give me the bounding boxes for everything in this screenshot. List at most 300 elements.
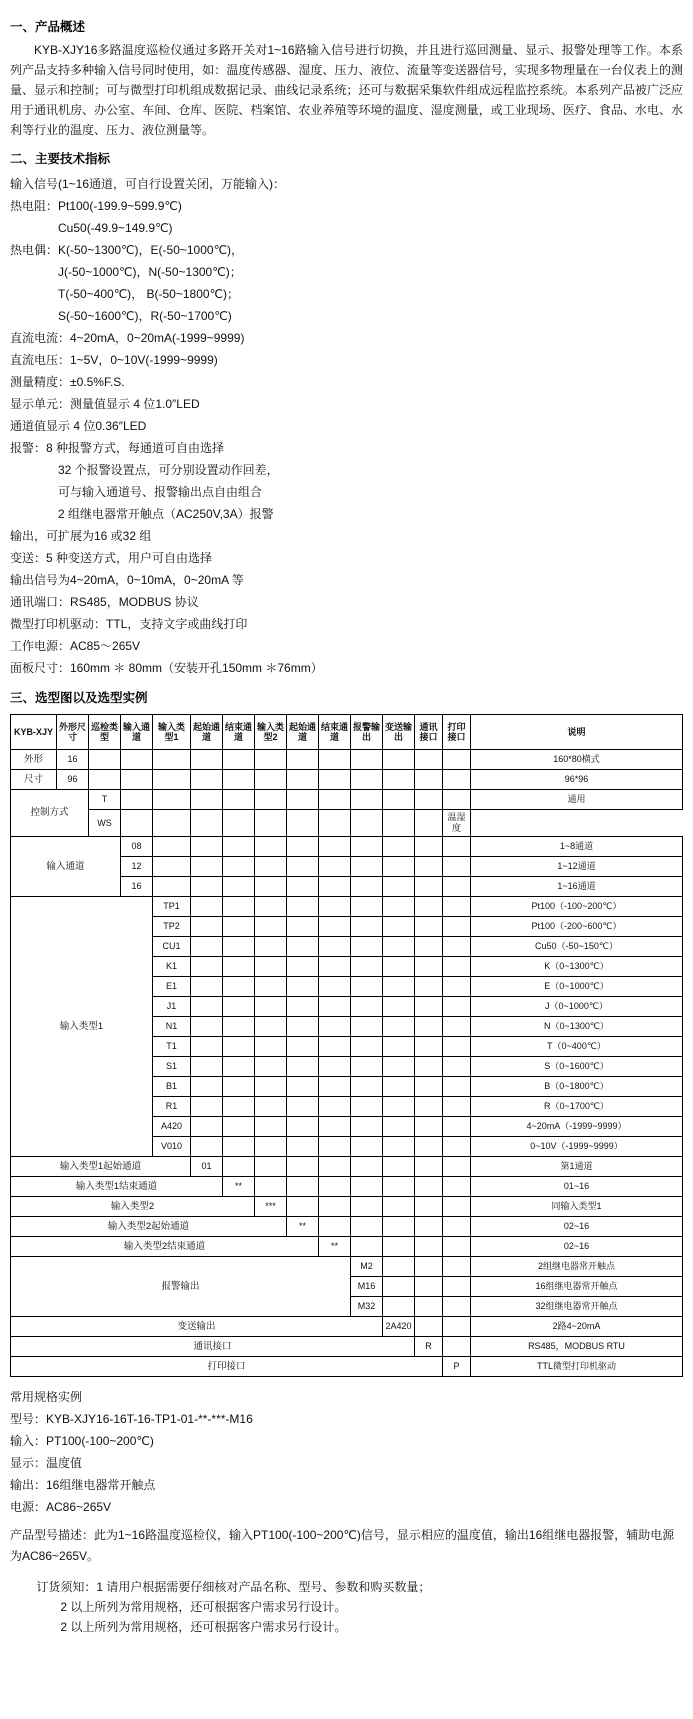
cell-blank [383,956,415,976]
cell-blank [443,956,471,976]
cell-blank [191,976,223,996]
cell-blank [383,1176,415,1196]
section-title-specs: 二、主要技术指标 [10,152,111,167]
cell-blank [319,976,351,996]
cell-blank [383,976,415,996]
table-row [11,1216,683,1236]
row-label: 控制方式 [11,790,89,837]
cell-blank [319,1096,351,1116]
cell-blank [443,1016,471,1036]
cell-blank [287,916,319,936]
th-start-channel-1: 起始通道 [191,715,223,750]
cell-blank [191,770,223,790]
row-label: 输入类型1起始通道 [11,1156,191,1176]
cell-blank [319,936,351,956]
cell-blank [153,810,191,837]
cell-blank [255,750,287,770]
row-code: 16 [57,750,89,770]
th-print-port: 打印接口 [443,715,471,750]
cell-blank [287,790,319,810]
cell-blank [287,1056,319,1076]
cell-blank [415,1156,443,1176]
cell-blank [383,936,415,956]
cell-blank [443,1116,471,1136]
th-input-type1: 输入类型1 [153,715,191,750]
cell-blank [383,876,415,896]
cell-blank [351,1236,383,1256]
row-label: 报警输出 [11,1256,351,1316]
cell-blank [443,1196,471,1216]
cell-blank [415,1236,443,1256]
cell-blank [383,996,415,1016]
example-input: 输入：PT100(-100~200℃) [10,1433,154,1448]
table-row [11,790,683,810]
table-row [11,1336,683,1356]
cell-blank [287,1156,319,1176]
cell-blank [415,1276,443,1296]
th-alarm-output: 报警输出 [351,715,383,750]
row-code: T1 [153,1036,191,1056]
row-label: 输入通道 [11,836,121,896]
cell-blank [255,836,287,856]
row-desc: T（0~400℃） [471,1036,683,1056]
spec-line: S(-50~1600℃)，R(-50~1700℃) [58,308,232,323]
cell-blank [443,1056,471,1076]
cell-blank [223,1096,255,1116]
th-comm-port: 通讯接口 [415,715,443,750]
cell-blank [191,1116,223,1136]
cell-blank [351,996,383,1016]
row-label: 输入类型1 [11,896,153,1156]
row-desc: 160*80横式 [471,750,683,770]
example-output: 输出：16组继电器常开触点 [10,1477,156,1492]
spec-list [10,174,683,679]
cell-blank [351,1116,383,1136]
row-desc: 96*96 [471,770,683,790]
row-code: TP2 [153,916,191,936]
cell-blank [223,856,255,876]
cell-blank [319,956,351,976]
cell-blank [319,876,351,896]
table-row [11,750,683,770]
cell-blank [287,896,319,916]
cell-blank [287,1116,319,1136]
cell-blank [415,856,443,876]
spec-line: 32 个报警设置点，可分别设置动作回差， [58,462,279,477]
table-row [11,1316,683,1336]
cell-blank [383,1016,415,1036]
cell-blank [443,836,471,856]
table-row [11,1196,683,1216]
row-label: 变送输出 [11,1316,383,1336]
example-display: 显示：温度值 [10,1455,83,1470]
row-desc: 1~8通道 [471,836,683,856]
cell-blank [255,1176,287,1196]
row-desc: J（0~1000℃） [471,996,683,1016]
spec-line: J(-50~1000℃)，N(-50~1300℃)； [58,264,242,279]
row-code: M32 [351,1296,383,1316]
cell-blank [287,936,319,956]
cell-blank [351,1196,383,1216]
cell-blank [319,770,351,790]
cell-blank [223,1156,255,1176]
row-desc: 01~16 [471,1176,683,1196]
cell-blank [443,856,471,876]
cell-blank [351,810,383,837]
row-code: A420 [153,1116,191,1136]
cell-blank [255,1096,287,1116]
row-code: CU1 [153,936,191,956]
spec-line: Cu50(-49.9~149.9℃) [58,220,173,235]
cell-blank [319,750,351,770]
example-power: 电源：AC86~265V [10,1499,112,1514]
row-code: ** [319,1236,351,1256]
cell-blank [223,876,255,896]
cell-blank [287,810,319,837]
cell-blank [415,1256,443,1276]
row-desc: N（0~1300℃） [471,1016,683,1036]
row-code: N1 [153,1016,191,1036]
cell-blank [383,856,415,876]
cell-blank [319,1136,351,1156]
cell-blank [191,1136,223,1156]
row-desc: R（0~1700℃） [471,1096,683,1116]
spec-line: 测量精度：±0.5%F.S. [10,374,125,389]
cell-blank [443,1216,471,1236]
cell-blank [415,1076,443,1096]
row-desc: K（0~1300℃） [471,956,683,976]
spec-line: 热电偶：K(-50~1300℃)，E(-50~1000℃)， [10,242,244,257]
spec-line: 显示单元：测量值显示 4 位1.0″LED [10,396,200,411]
cell-blank [383,790,415,810]
cell-blank [383,1256,415,1276]
cell-blank [351,1176,383,1196]
cell-blank [415,896,443,916]
th-start-channel-2: 起始通道 [287,715,319,750]
row-desc: B（0~1800℃） [471,1076,683,1096]
cell-blank [319,916,351,936]
row-code: ** [287,1216,319,1236]
cell-blank [191,1056,223,1076]
cell-blank [287,996,319,1016]
cell-blank [191,996,223,1016]
cell-blank [383,1236,415,1256]
row-code: M2 [351,1256,383,1276]
cell-blank [153,790,191,810]
table-row [11,1356,683,1376]
cell-blank [443,916,471,936]
cell-blank [319,856,351,876]
th-model: KYB-XJY [11,715,57,750]
notice-item-3: 2 以上所列为常用规格，还可根据客户需求另行设计。 [60,1620,347,1635]
cell-blank [415,936,443,956]
row-label: 输入类型2结束通道 [11,1236,319,1256]
cell-blank [255,896,287,916]
spec-line: 2 组继电器常开触点（AC250V,3A）报警 [58,506,274,521]
row-desc: 0~10V（-1999~9999） [471,1136,683,1156]
notice-title: 订货须知： [36,1579,97,1594]
cell-blank [223,916,255,936]
cell-blank [191,1036,223,1056]
cell-blank [121,750,153,770]
cell-blank [319,996,351,1016]
cell-blank [223,1076,255,1096]
cell-blank [153,836,191,856]
row-code: 96 [57,770,89,790]
cell-blank [383,1116,415,1136]
section-title-selection: 三、选型图以及选型实例 [10,690,148,705]
row-desc: 1~16通道 [471,876,683,896]
table-body [11,750,683,1377]
row-code: TP1 [153,896,191,916]
cell-blank [89,770,121,790]
cell-blank [319,1056,351,1076]
cell-blank [287,1196,319,1216]
cell-blank [415,750,443,770]
spec-line: 通讯端口：RS485，MODBUS 协议 [10,594,199,609]
cell-blank [287,1096,319,1116]
cell-blank [223,996,255,1016]
cell-blank [287,1016,319,1036]
row-desc: Cu50（-50~150℃） [471,936,683,956]
cell-blank [255,856,287,876]
th-description: 说明 [471,715,683,750]
cell-blank [443,1096,471,1116]
cell-blank [287,1176,319,1196]
cell-blank [255,936,287,956]
cell-blank [287,1036,319,1056]
cell-blank [255,1136,287,1156]
cell-blank [443,1296,471,1316]
cell-blank [191,1076,223,1096]
row-code: *** [255,1196,287,1216]
cell-blank [287,836,319,856]
row-code: V010 [153,1136,191,1156]
cell-blank [415,1136,443,1156]
cell-blank [383,1216,415,1236]
cell-blank [223,770,255,790]
th-end-channel-1: 结束通道 [223,715,255,750]
cell-blank [443,896,471,916]
cell-blank [415,1036,443,1056]
cell-blank [319,1016,351,1036]
cell-blank [351,916,383,936]
cell-blank [351,876,383,896]
cell-blank [351,790,383,810]
cell-blank [383,896,415,916]
row-desc: S（0~1600℃） [471,1056,683,1076]
cell-blank [415,1316,443,1336]
cell-blank [287,770,319,790]
row-desc: Pt100（-100~200℃） [471,896,683,916]
row-code: 01 [191,1156,223,1176]
cell-blank [153,750,191,770]
cell-blank [383,1276,415,1296]
table-row [11,770,683,790]
cell-blank [443,1036,471,1056]
cell-blank [223,810,255,837]
notice-item [10,1577,683,1597]
example-block [10,1387,683,1567]
notice-item-1: 1 请用户根据需要仔细核对产品名称、型号、参数和购买数量； [96,1579,431,1594]
row-desc: 02~16 [471,1236,683,1256]
cell-blank [415,1096,443,1116]
cell-blank [443,996,471,1016]
cell-blank [415,1116,443,1136]
cell-blank [319,1036,351,1056]
row-desc: Pt100（-200~600℃） [471,916,683,936]
cell-blank [383,836,415,856]
cell-blank [255,1016,287,1036]
cell-blank [351,750,383,770]
cell-blank [415,1016,443,1036]
section-title-overview: 一、产品概述 [10,20,86,34]
cell-blank [223,790,255,810]
row-code: 16 [121,876,153,896]
cell-blank [255,1056,287,1076]
cell-blank [383,1036,415,1056]
cell-blank [383,916,415,936]
cell-blank [415,770,443,790]
cell-blank [319,1116,351,1136]
cell-blank [351,836,383,856]
cell-blank [415,1196,443,1216]
table-row [11,1156,683,1176]
cell-blank [191,956,223,976]
example-model: 型号：KYB-XJY16-16T-16-TP1-01-**-***-M16 [10,1411,253,1426]
cell-blank [443,1336,471,1356]
cell-blank [223,750,255,770]
row-desc: 2组继电器常开触点 [471,1256,683,1276]
cell-blank [351,1076,383,1096]
cell-blank [121,790,153,810]
row-label: 输入类型1结束通道 [11,1176,223,1196]
spec-line: T(-50~400℃)， B(-50~1800℃)； [58,286,240,301]
cell-blank [383,1076,415,1096]
row-desc: 1~12通道 [471,856,683,876]
cell-blank [351,1036,383,1056]
spec-line: 热电阻：Pt100(-199.9~599.9℃) [10,198,182,213]
spec-line: 输入信号(1~16通道，可自行设置关闭，万能输入)： [10,176,286,191]
cell-blank [255,916,287,936]
cell-blank [255,1156,287,1176]
cell-blank [319,1156,351,1176]
cell-blank [319,1216,351,1236]
cell-blank [255,810,287,837]
row-desc: 同输入类型1 [471,1196,683,1216]
cell-blank [351,976,383,996]
cell-blank [191,896,223,916]
row-code: E1 [153,976,191,996]
cell-blank [415,790,443,810]
cell-blank [255,876,287,896]
row-code: 08 [121,836,153,856]
table-row [11,836,683,856]
cell-blank [415,836,443,856]
cell-blank [383,810,415,837]
row-label: 打印接口 [11,1356,443,1376]
cell-blank [223,1056,255,1076]
row-desc: 通用 [471,790,683,810]
notice-item-2: 2 以上所列为常用规格，还可根据客户需求另行设计。 [60,1600,347,1615]
spec-line: 报警：8 种报警方式，每通道可自由选择 [10,440,225,455]
cell-blank [255,956,287,976]
row-code: R1 [153,1096,191,1116]
cell-blank [121,810,153,837]
cell-blank [287,1076,319,1096]
cell-blank [255,976,287,996]
cell-blank [319,790,351,810]
cell-blank [443,1236,471,1256]
row-desc: 16组继电器常开触点 [471,1276,683,1296]
row-code: WS [89,810,121,837]
cell-blank [415,976,443,996]
row-code: R [415,1336,443,1356]
row-code: 12 [121,856,153,876]
cell-blank [153,876,191,896]
table-row [11,896,683,916]
cell-blank [255,790,287,810]
row-code: 2A420 [383,1316,415,1336]
cell-blank [223,1016,255,1036]
spec-line: 工作电源：AC85～265V [10,638,141,653]
th-end-channel-2: 结束通道 [319,715,351,750]
cell-blank [319,1196,351,1216]
cell-blank [191,1016,223,1036]
row-code: T [89,790,121,810]
table-row [11,1176,683,1196]
row-desc: 02~16 [471,1216,683,1236]
cell-blank [191,936,223,956]
example-title: 常用规格实例 [10,1389,83,1404]
cell-blank [121,770,153,790]
th-patrol-type: 巡检类型 [89,715,121,750]
cell-blank [415,810,443,837]
cell-blank [223,836,255,856]
order-notice [10,1577,683,1638]
cell-blank [383,750,415,770]
cell-blank [319,1176,351,1196]
cell-blank [153,856,191,876]
example-description: 产品型号描述：此为1~16路温度巡检仪，输入PT100(-100~200℃)信号，显示相应的温度值，输出16组继电器报警，辅助电源为AC86~265V。 [10,1527,675,1563]
cell-blank [443,876,471,896]
cell-blank [443,770,471,790]
cell-blank [191,790,223,810]
spec-line: 输出信号为4~20mA，0~10mA，0~20mA 等 [10,572,244,587]
cell-blank [223,1036,255,1056]
cell-blank [443,1136,471,1156]
spec-line: 直流电压：1~5V，0~10V(-1999~9999) [10,352,218,367]
cell-blank [287,876,319,896]
cell-blank [89,750,121,770]
cell-blank [351,1136,383,1156]
th-input-type2: 输入类型2 [255,715,287,750]
row-code: S1 [153,1056,191,1076]
cell-blank [383,1096,415,1116]
spec-line: 直流电流：4~20mA，0~20mA(-1999~9999) [10,330,245,345]
selection-table [10,714,683,1377]
cell-blank [443,1076,471,1096]
cell-blank [351,1216,383,1236]
row-desc: TTL微型打印机驱动 [471,1356,683,1376]
cell-blank [287,956,319,976]
cell-blank [443,790,471,810]
cell-blank [351,856,383,876]
cell-blank [351,1096,383,1116]
th-input-channel: 输入通道 [121,715,153,750]
cell-blank [351,770,383,790]
table-row [11,810,683,837]
